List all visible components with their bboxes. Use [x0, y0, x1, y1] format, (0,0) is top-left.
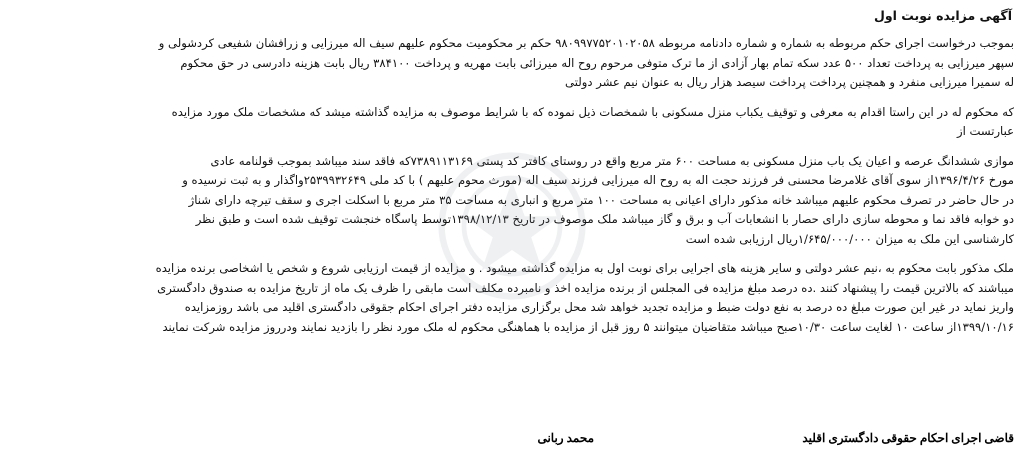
- text-line: موازی ششدانگ عرصه و اعیان یک باب منزل مسکونی به مساحت ۶۰۰ متر مربع واقع در روستای کافتر کد پستی ۷۳۸۹۱۱۳۱۶۹که فاقد سند میباشد بموجب قولنامه عادی: [210, 153, 1014, 168]
- text-line: میباشند که بالاترین قیمت را پیشنهاد کنند .ده درصد مبلغ مزایده فی المجلس از برنده مزایده اخذ و نامبرده مکلف است مابقی را ظرف یک ماه از تاریخ مزایده به صندوق دادگستری: [157, 280, 1014, 295]
- text-line: دو خوابه فاقد نما و محوطه سازی دارای حصار با انشعابات آب و برق و گاز میباشد ملک موصوف در تاریخ ۱۳۹۸/۱۲/۱۳توسط پاسگاه خنجشت توقیف شده است و طبق نظر: [195, 212, 1014, 226]
- text-line: در حال حاضر در تصرف محکوم علیهم میباشد خانه مذکور دارای اعیانی به مساحت ۱۰۰ متر مربع و انباری به مساحت ۳۵ متر مربع با اسکلت اجری و سقف تیرچه دارای شناژ: [188, 192, 1014, 207]
- text-line: مورخ ۱۳۹۶/۴/۲۶از سوی آقای غلامرضا محسنی فر فرزند حجت اله به روح اله میرزایی فرزند سیف اله (مورث محوم علیهم ) با کد ملی ۲۵۳۹۹۳۲۶۴۹واگذار و به ثبت نرسیده و: [182, 173, 1014, 187]
- signature-name: محمد ربانی: [537, 431, 594, 445]
- text-line: ملک مذکور بابت محکوم به ،نیم عشر دولتی و سایر هزینه های اجرایی برای نوبت اول به مزایده گذاشته میشود . و مزایده از قیمت ارزیابی شروع و شخص یا اشخاصی برنده مزایده: [155, 261, 1014, 275]
- text-line: واریز نماید در غیر این صورت مبلغ ده درصد به نفع دولت ضبط و مزایده تجدید خواهد شد محل برگزاری مزایده دفتر اجرای احکام جقوقی دادگستری اقلید می باشد روزمزایده: [184, 300, 1014, 314]
- paragraph-judgment: [8, 34, 1014, 93]
- notice-title: آگهی مزایده نوبت اول: [874, 8, 1012, 23]
- text-line: کارشناسی این ملک به میزان ۱/۶۴۵/۰۰۰/۰۰۰ریال ارزیابی شده است: [685, 231, 1014, 246]
- text-line: له سمیرا میرزایی منفرد و همچنین پرداخت پرداخت سیصد هزار ریال به عنوان نیم عشر دولتی: [565, 75, 1014, 89]
- signature-office: قاضی اجرای احکام حقوقی دادگستری اقلید: [802, 431, 1014, 445]
- text-line: سپهر میرزایی به پرداخت تعداد ۵۰۰ عدد سکه تمام بهار آزادی از ما ترک متوفی مرحوم روح اله میرزائی بابت مهریه و پرداخت ۳۸۴۱۰۰ ریال بابت هزینه دادرسی در حق محکوم: [180, 55, 1014, 70]
- text-line: که محکوم له در این راستا اقدام به معرفی و توقیف یکباب منزل مسکونی با شمخصات ذیل نموده که با شرایط موصوف به مزایده گذاشته میشد که مشخصات ملک مورد مزایده: [171, 104, 1014, 119]
- paragraph-seizure: [8, 103, 1014, 142]
- signature-block: [8, 431, 1014, 453]
- text-line: بموجب درخواست اجرای حکم مربوطه به شماره و شماره دادنامه مربوطه ۹۸۰۹۹۷۷۵۲۰۱۰۲۰۵۸ حکم بر محکومیت محکوم علیهم سیف اله میرزایی و زرافشان شفیعی کردشولی و: [158, 36, 1014, 50]
- text-line: ۱۳۹۹/۱۰/۱۶از ساعت ۱۰ لغایت ساعت ۱۰/۳۰صبح میباشد متقاضیان میتوانند ۵ روز قبل از مزایده با هماهنگی محکوم له ملک مورد نظر را بازدید نمایند ودرروز مزایده شرکت نمایند: [162, 319, 1014, 334]
- paragraph-auction-terms: [8, 259, 1014, 337]
- paragraph-property-description: [8, 152, 1014, 250]
- text-line: عبارتست از: [956, 124, 1014, 138]
